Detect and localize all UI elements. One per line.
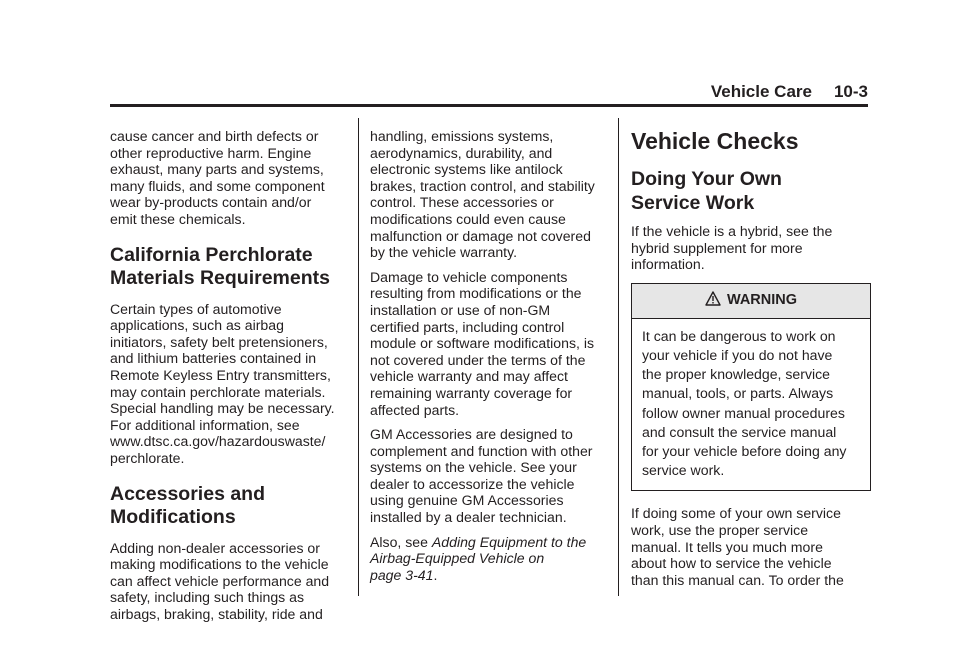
column-left (110, 128, 350, 630)
text-line: certified parts, including control (370, 318, 565, 335)
text-line: airbags, braking, stability, ride and (110, 605, 323, 622)
text-line (370, 567, 606, 584)
text-line: electronic systems like antilock (370, 161, 563, 178)
text-line: If doing some of your own service (631, 505, 841, 522)
text-line: modifications could even cause (370, 210, 566, 227)
text-line: For additional information, see (110, 416, 300, 433)
text-line: exhaust, many parts and systems, (110, 161, 324, 178)
text-line: module or software modifications, is (370, 335, 595, 352)
text-line: many fluids, and some component (110, 177, 325, 194)
cross-reference-link[interactable]: Adding Equipment to the (431, 533, 587, 550)
see-also-suffix: . (433, 566, 438, 583)
text-line: using genuine GM Accessories (370, 492, 564, 509)
text-line: perchlorate. (110, 449, 185, 466)
warning-header (632, 284, 870, 319)
text-line: other reproductive harm. Engine (110, 144, 312, 161)
text-line: your vehicle if you do not have (642, 346, 833, 363)
text-line: work, use the proper service (631, 522, 809, 538)
text-line: cause cancer and birth defects or (110, 128, 319, 144)
text-line: Remote Keyless Entry transmitters, (110, 366, 331, 383)
header-page-number: 10-3 (833, 82, 868, 101)
cross-reference-link[interactable]: Airbag-Equipped Vehicle on (370, 550, 545, 567)
text-line: installed by a dealer technician. (370, 509, 567, 526)
text-line: Certain types of automotive (110, 300, 282, 317)
text-line: wear by-products contain and/or (110, 194, 312, 211)
section-heading-accessories (110, 483, 350, 530)
text-line: than this manual can. To order the (631, 571, 844, 588)
chapter-heading: Vehicle Checks (631, 128, 799, 154)
column-right (631, 128, 871, 596)
text-line: follow owner manual procedures (642, 404, 845, 421)
warning-box (631, 283, 871, 492)
text-line: may contain perchlorate materials. (110, 383, 326, 400)
text-line: hybrid supplement for more (631, 239, 803, 256)
text-line: information. (631, 256, 705, 273)
text-line: by the vehicle warranty. (370, 244, 518, 261)
text-line: making modifications to the vehicle (110, 556, 329, 573)
column-divider (618, 118, 619, 596)
heading-line: Service Work (631, 191, 755, 214)
heading-line: Materials Requirements (110, 267, 330, 290)
text-line: for your vehicle before doing any (642, 443, 847, 459)
text-line: installation or use of non-GM (370, 301, 551, 318)
text-line: Damage to vehicle components (370, 268, 568, 285)
text-line: applications, such as airbag (110, 317, 284, 334)
see-also-prefix: Also, see (370, 533, 432, 550)
column-middle (370, 128, 606, 591)
text-line: manual. It tells you much more (631, 538, 823, 555)
text-line: service work. (642, 462, 725, 479)
text-line: Special handling may be necessary. (110, 400, 335, 417)
text-line: and lithium batteries contained in (110, 350, 317, 367)
cross-reference-link[interactable]: page 3-41 (370, 566, 434, 583)
text-line: If the vehicle is a hybrid, see the (631, 223, 833, 239)
heading-line: Doing Your Own (631, 168, 782, 190)
warning-triangle-icon (705, 291, 721, 311)
text-line: and consult the service manual (642, 423, 837, 440)
accessories-paragraph (110, 540, 350, 623)
heading-line: Accessories and (110, 482, 266, 505)
text-line: manual, tools, or parts. Always (642, 385, 834, 402)
text-line: malfunction or damage not covered (370, 227, 591, 244)
text-line: control. These accessories or (370, 194, 554, 211)
intro-paragraph (110, 128, 350, 228)
text-line: can affect vehicle performance and (110, 572, 330, 589)
heading-line: California Perchlorate (110, 243, 313, 266)
text-line: about how to service the vehicle (631, 555, 832, 572)
text-line: www.dtsc.ca.gov/hazardouswaste/ (110, 433, 326, 450)
header-section-title: Vehicle Care (710, 82, 812, 101)
text-line: emit these chemicals. (110, 210, 246, 227)
section-heading-perchlorate (110, 244, 350, 291)
page-header (711, 82, 868, 102)
text-line: aerodynamics, durability, and (370, 144, 553, 161)
see-also-paragraph (370, 534, 606, 584)
warning-label: WARNING (726, 292, 798, 309)
perchlorate-paragraph (110, 301, 350, 467)
text-line: handling, emissions systems, (370, 128, 554, 144)
warning-body (632, 319, 870, 491)
service-manual-paragraph (631, 505, 871, 588)
text-line: the proper knowledge, service (642, 366, 831, 383)
heading-line: Modifications (110, 506, 236, 528)
text-line: resulting from modifications or the (370, 285, 582, 302)
subsection-heading (631, 168, 871, 215)
text-line: not covered under the terms of the (370, 351, 586, 368)
text-line: initiators, safety belt pretensioners, (110, 333, 328, 350)
column-divider (358, 118, 359, 596)
gm-accessories-paragraph (370, 426, 606, 526)
text-line: dealer to accessorize the vehicle (370, 475, 575, 492)
text-line: complement and function with other (370, 442, 593, 459)
text-line: safety, including such things as (110, 589, 305, 606)
text-line: affected parts. (370, 401, 460, 418)
text-line: Adding non-dealer accessories or (110, 539, 320, 556)
text-line: GM Accessories are designed to (370, 426, 573, 443)
text-line: brakes, traction control, and stability (370, 177, 595, 194)
text-line: vehicle warranty and may affect (370, 368, 568, 385)
handling-paragraph (370, 128, 606, 261)
text-line: It can be dangerous to work on (642, 327, 836, 344)
text-line (370, 534, 606, 551)
header-rule (110, 104, 868, 107)
hybrid-paragraph (631, 223, 871, 273)
damage-paragraph (370, 269, 606, 418)
text-line: remaining warranty coverage for (370, 384, 573, 401)
text-line: systems on the vehicle. See your (370, 459, 577, 476)
